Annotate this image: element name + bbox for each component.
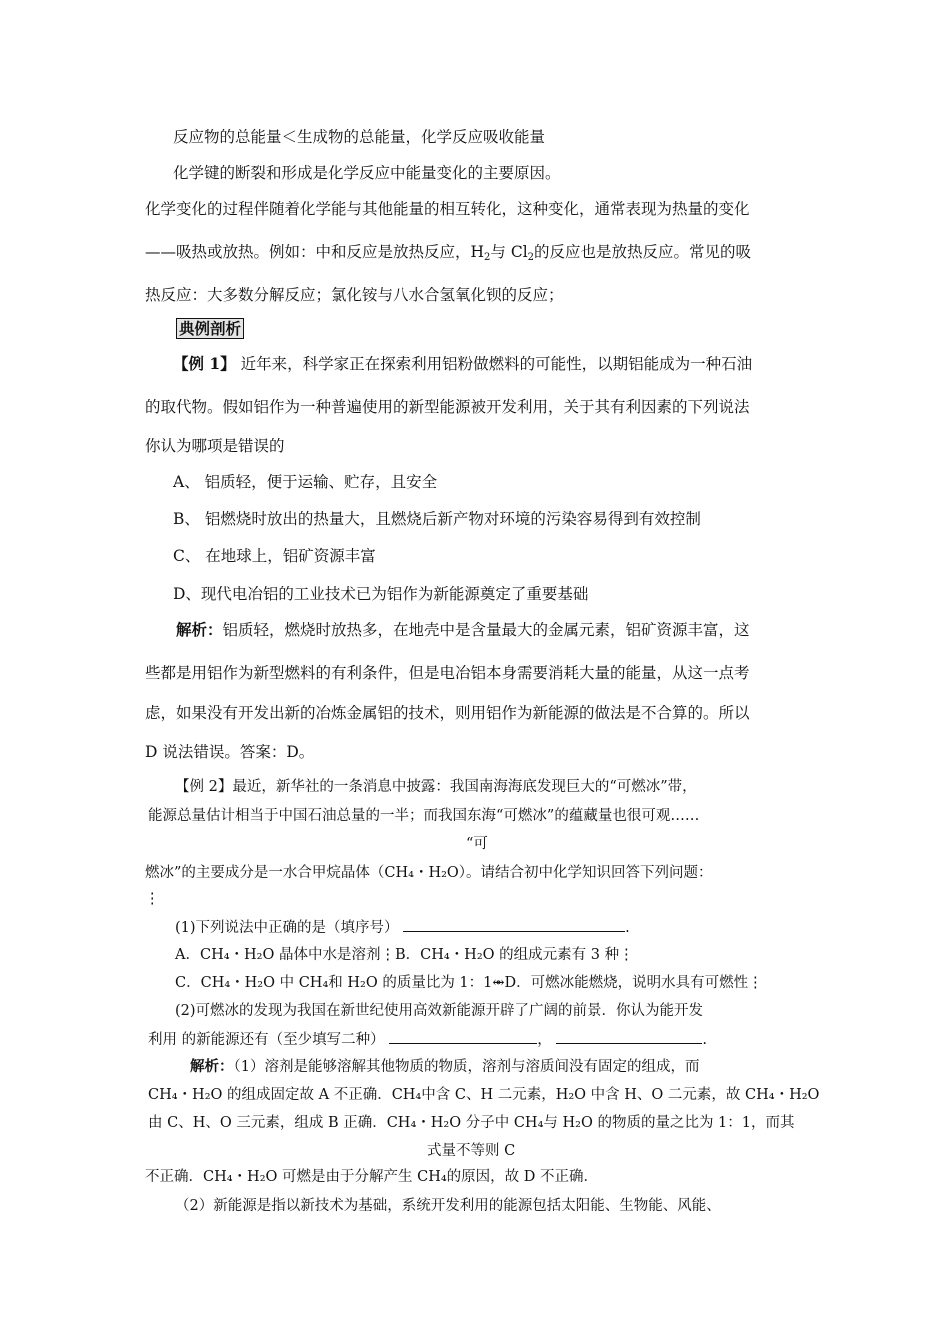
text-line: “可 xyxy=(466,836,488,852)
analysis-label: 解析： xyxy=(176,620,223,639)
text-line: （2）新能源是指以新技术为基础，系统开发利用的能源包括太阳能、生物能、风能、 xyxy=(175,1198,721,1214)
text-line: 由 C、H、O 三元素，组成 B 正确．CH₄・H₂O 分子中 CH₄与 H₂O 的物质的量之比为 1：1，而其 xyxy=(148,1115,795,1131)
text-line: 的取代物。假如铝作为一种普遍使用的新型能源被开发利用，关于其有利因素的下列说法 xyxy=(145,398,750,416)
example-1-label: 【例 1】 xyxy=(173,354,236,373)
question-1: (1)下列说法中正确的是（填序号） . xyxy=(175,917,630,938)
question-1-options-cd: C．CH₄・H₂O 中 CH₄和 H₂O 的质量比为 1：1⥈D．可燃冰能燃烧，说明水具有可燃性⋮ xyxy=(175,975,763,991)
analysis-label: 解析： xyxy=(190,1058,234,1075)
analysis-1-line: 解析：铝质轻，燃烧时放热多，在地壳中是含量最大的金属元素，铝矿资源丰富，这 xyxy=(176,620,750,639)
option-c: C、 在地球上，铝矿资源丰富 xyxy=(173,547,376,565)
section-heading: 典例剖析 xyxy=(176,319,244,339)
text-line: 燃冰”的主要成分是一水合甲烷晶体（CH₄・H₂O）。请结合初中化学知识回答下列问题： xyxy=(145,865,713,881)
text-line: 反应物的总能量＜生成物的总能量，化学反应吸收能量 xyxy=(173,128,546,146)
analysis-2-line: 解析：（1）溶剂是能够溶解其他物质的物质，溶剂与溶质间没有固定的组成，而 xyxy=(190,1058,700,1075)
text-line: 虑，如果没有开发出新的冶炼金属铝的技术，则用铝作为新能源的做法是不合算的。所以 xyxy=(145,704,750,722)
text-line: 化学键的断裂和形成是化学反应中能量变化的主要原因。 xyxy=(173,164,561,182)
text-line: ⋮ xyxy=(145,891,160,907)
answer-blank[interactable] xyxy=(403,917,625,932)
option-d: D、现代电冶铝的工业技术已为铝作为新能源奠定了重要基础 xyxy=(173,585,589,603)
answer-blank[interactable] xyxy=(556,1029,702,1044)
option-a: A、 铝质轻，便于运输、贮存，且安全 xyxy=(173,473,438,491)
text-line: D 说法错误。答案：D。 xyxy=(145,743,315,761)
text-line: 些都是用铝作为新型燃料的有利条件，但是电冶铝本身需要消耗大量的能量，从这一点考 xyxy=(145,664,750,682)
text-line: 化学变化的过程伴随着化学能与其他能量的相互转化，这种变化，通常表现为热量的变化 xyxy=(145,200,750,218)
example-2-line: 【例 2】最近，新华社的一条消息中披露：我国南海海底发现巨大的“可燃冰”带， xyxy=(175,779,697,795)
text-line: 你认为哪项是错误的 xyxy=(145,437,285,455)
text-line: ——吸热或放热。例如：中和反应是放热反应，$H_2$与 $Cl_2$的反应也是放热反应。常见的吸 xyxy=(145,243,752,263)
option-b: B、 铝燃烧时放出的热量大，且燃烧后新产物对环境的污染容易得到有效控制 xyxy=(173,510,701,528)
answer-blank[interactable] xyxy=(389,1029,537,1044)
text-line: 式量不等则 C xyxy=(427,1143,516,1159)
text-line: CH₄・H₂O 的组成固定故 A 不正确．CH₄中含 C、H 二元素，H₂O 中含 H、O 二元素，故 CH₄・H₂O xyxy=(148,1087,820,1103)
question-1-options-ab: A．CH₄・H₂O 晶体中水是溶剂⋮B．CH₄・H₂O 的组成元素有 3 种⋮ xyxy=(175,947,634,963)
question-2: (2)可燃冰的发现为我国在新世纪使用高效新能源开辟了广阔的前景．你认为能开发 xyxy=(175,1003,704,1019)
question-2-line: 利用 的新能源还有（至少填写二种） ， . xyxy=(148,1029,707,1050)
text-line: 能源总量估计相当于中国石油总量的一半；而我国东海“可燃冰”的蕴藏量也很可观…… xyxy=(148,808,700,824)
text-line: 热反应：大多数分解反应；氯化铵与八水合氢氧化钡的反应； xyxy=(145,286,564,304)
text-line: 不正确．CH₄・H₂O 可燃是由于分解产生 CH₄的原因，故 D 不正确． xyxy=(145,1169,599,1185)
example-1-line: 【例 1】 近年来，科学家正在探索利用铝粉做燃料的可能性，以期铝能成为一种石油 xyxy=(173,354,753,373)
